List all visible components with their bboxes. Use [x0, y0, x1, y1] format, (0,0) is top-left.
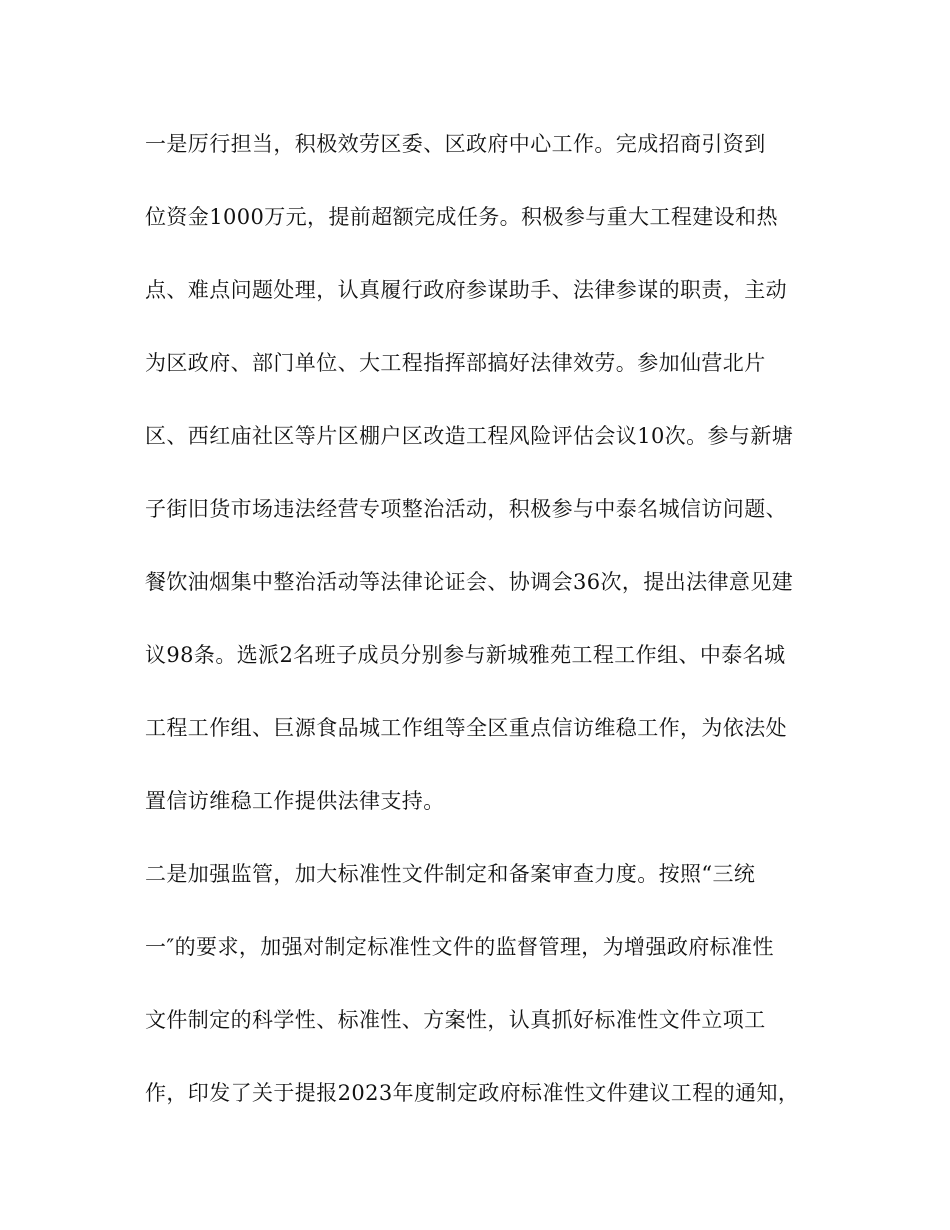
paragraph-1-line-5: 区、西红庙社区等片区棚户区改造工程风险评估会议10次。参与新塘 — [145, 424, 794, 448]
paragraph-1-line-7: 餐饮油烟集中整治活动等法律论证会、协调会36次，提出法律意见建 — [145, 570, 794, 594]
paragraph-1-line-8: 议98条。选派2名班子成员分别参与新城雅苑工程工作组、中泰名城 — [145, 643, 786, 667]
paragraph-1-line-1: 一是厉行担当，积极效劳区委、区政府中心工作。完成招商引资到 — [145, 132, 766, 156]
paragraph-1-line-9: 工程工作组、巨源食品城工作组等全区重点信访维稳工作，为依法处 — [145, 716, 787, 740]
paragraph-1-line-2: 位资金1000万元，提前超额完成任务。积极参与重大工程建设和热 — [145, 205, 778, 229]
paragraph-2-line-1: 二是加强监管，加大标准性文件制定和备案审查力度。按照“三统 — [145, 862, 756, 886]
paragraph-1-line-6: 子街旧货市场违法经营专项整治活动，积极参与中泰名城信访问题、 — [145, 497, 787, 521]
paragraph-1-line-10: 置信访维稳工作提供法律支持。 — [145, 789, 445, 813]
paragraph-1-line-4: 为区政府、部门单位、大工程指挥部搞好法律效劳。参加仙营北片 — [145, 351, 766, 375]
paragraph-2-line-2: 一″的要求，加强对制定标准性文件的监督管理，为增强政府标准性 — [145, 935, 774, 959]
paragraph-2-line-4: 作，印发了关于提报2023年度制定政府标准性文件建议工程的通知， — [145, 1081, 800, 1105]
paragraph-1-line-3: 点、难点问题处理，认真履行政府参谋助手、法律参谋的职责，主动 — [145, 278, 787, 302]
paragraph-2-line-3: 文件制定的科学性、标准性、方案性，认真抓好标准性文件立项工 — [145, 1008, 766, 1032]
